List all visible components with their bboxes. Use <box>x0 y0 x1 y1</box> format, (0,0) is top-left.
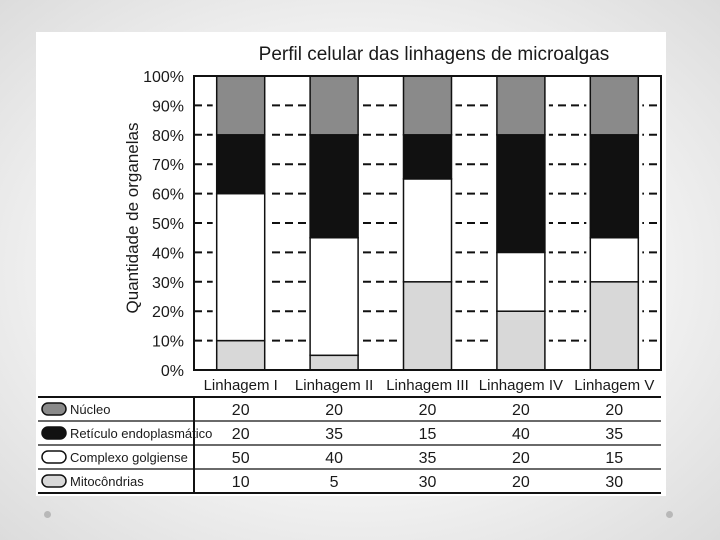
x-tick-label: Linhagem III <box>386 377 469 394</box>
y-tick-label: 100% <box>143 69 184 86</box>
table-value: 20 <box>512 474 530 491</box>
x-tick-label: Linhagem I <box>203 377 278 394</box>
bar-segment-complexo-golgiense <box>217 194 265 341</box>
x-tick-label: Linhagem II <box>294 377 374 394</box>
table-value: 35 <box>605 426 624 443</box>
table-value: 30 <box>418 474 437 491</box>
bar-segment-complexo-golgiense <box>404 179 452 282</box>
bar-segment-complexo-golgiense <box>497 252 545 311</box>
table-value: 15 <box>418 426 437 443</box>
bar-segment-mitoc-ndrias <box>497 311 545 370</box>
bar-segment-mitoc-ndrias <box>217 341 265 370</box>
legend-label: Núcleo <box>70 402 111 417</box>
bar-segment-ret-culo-endoplasm-tico <box>217 135 265 194</box>
table-value: 50 <box>231 450 250 467</box>
y-tick-label: 70% <box>151 157 184 175</box>
bar-segment-ret-culo-endoplasm-tico <box>404 135 452 179</box>
legend-label: Retículo endoplasmático <box>70 426 213 441</box>
bar-segment-mitoc-ndrias <box>590 282 638 370</box>
y-tick-label: 90% <box>151 98 184 116</box>
table-value: 40 <box>325 450 343 467</box>
bar-segment-n-cleo <box>217 76 265 135</box>
y-tick-label: 50% <box>151 216 184 233</box>
y-tick-label: 40% <box>151 245 184 263</box>
bar-segment-n-cleo <box>310 76 358 135</box>
table-value: 20 <box>325 402 343 419</box>
x-tick-label: Linhagem V <box>574 377 655 394</box>
x-tick-label: Linhagem IV <box>478 377 564 394</box>
y-tick-label: 80% <box>151 127 184 145</box>
table-value: 20 <box>605 402 624 419</box>
table-value: 35 <box>325 426 343 443</box>
legend-swatch <box>42 403 66 415</box>
table-value: 15 <box>605 450 624 467</box>
table-value: 10 <box>231 474 250 491</box>
table-value: 20 <box>512 402 530 419</box>
table-value: 20 <box>231 426 250 443</box>
data-table <box>38 397 661 493</box>
slide-dot-left <box>44 511 51 518</box>
bar-segment-n-cleo <box>497 76 545 135</box>
y-tick-label: 10% <box>151 333 184 351</box>
bar-segment-ret-culo-endoplasm-tico <box>310 135 358 238</box>
bar-segment-n-cleo <box>404 76 452 135</box>
legend-swatch <box>42 475 66 487</box>
chart-figure <box>36 32 666 496</box>
legend-swatch <box>42 427 66 439</box>
table-value: 40 <box>512 426 530 443</box>
stacked-bar-chart <box>36 32 666 496</box>
bar-segment-ret-culo-endoplasm-tico <box>497 135 545 253</box>
bar-segment-mitoc-ndrias <box>310 355 358 370</box>
bar-segment-mitoc-ndrias <box>404 282 452 370</box>
table-value: 20 <box>512 450 530 467</box>
y-tick-label: 0% <box>160 363 184 380</box>
bar-segment-complexo-golgiense <box>310 238 358 356</box>
chart-title: Perfil celular das linhagens de microalgas <box>258 44 610 65</box>
y-tick-label: 30% <box>151 274 184 292</box>
table-value: 5 <box>329 474 339 491</box>
legend-label: Complexo golgiense <box>70 450 188 465</box>
y-tick-label: 20% <box>151 304 184 322</box>
slide-dot-right <box>666 511 673 518</box>
bar-segment-n-cleo <box>590 76 638 135</box>
table-value: 35 <box>418 450 437 467</box>
y-axis-label: Quantidade de organelas <box>123 122 142 314</box>
table-value: 30 <box>605 474 624 491</box>
bar-segment-ret-culo-endoplasm-tico <box>590 135 638 238</box>
bar-segment-complexo-golgiense <box>590 238 638 282</box>
table-value: 20 <box>231 402 250 419</box>
y-tick-label: 60% <box>151 186 184 204</box>
legend-swatch <box>42 451 66 463</box>
legend-label: Mitocôndrias <box>70 474 144 489</box>
table-value: 20 <box>418 402 437 419</box>
